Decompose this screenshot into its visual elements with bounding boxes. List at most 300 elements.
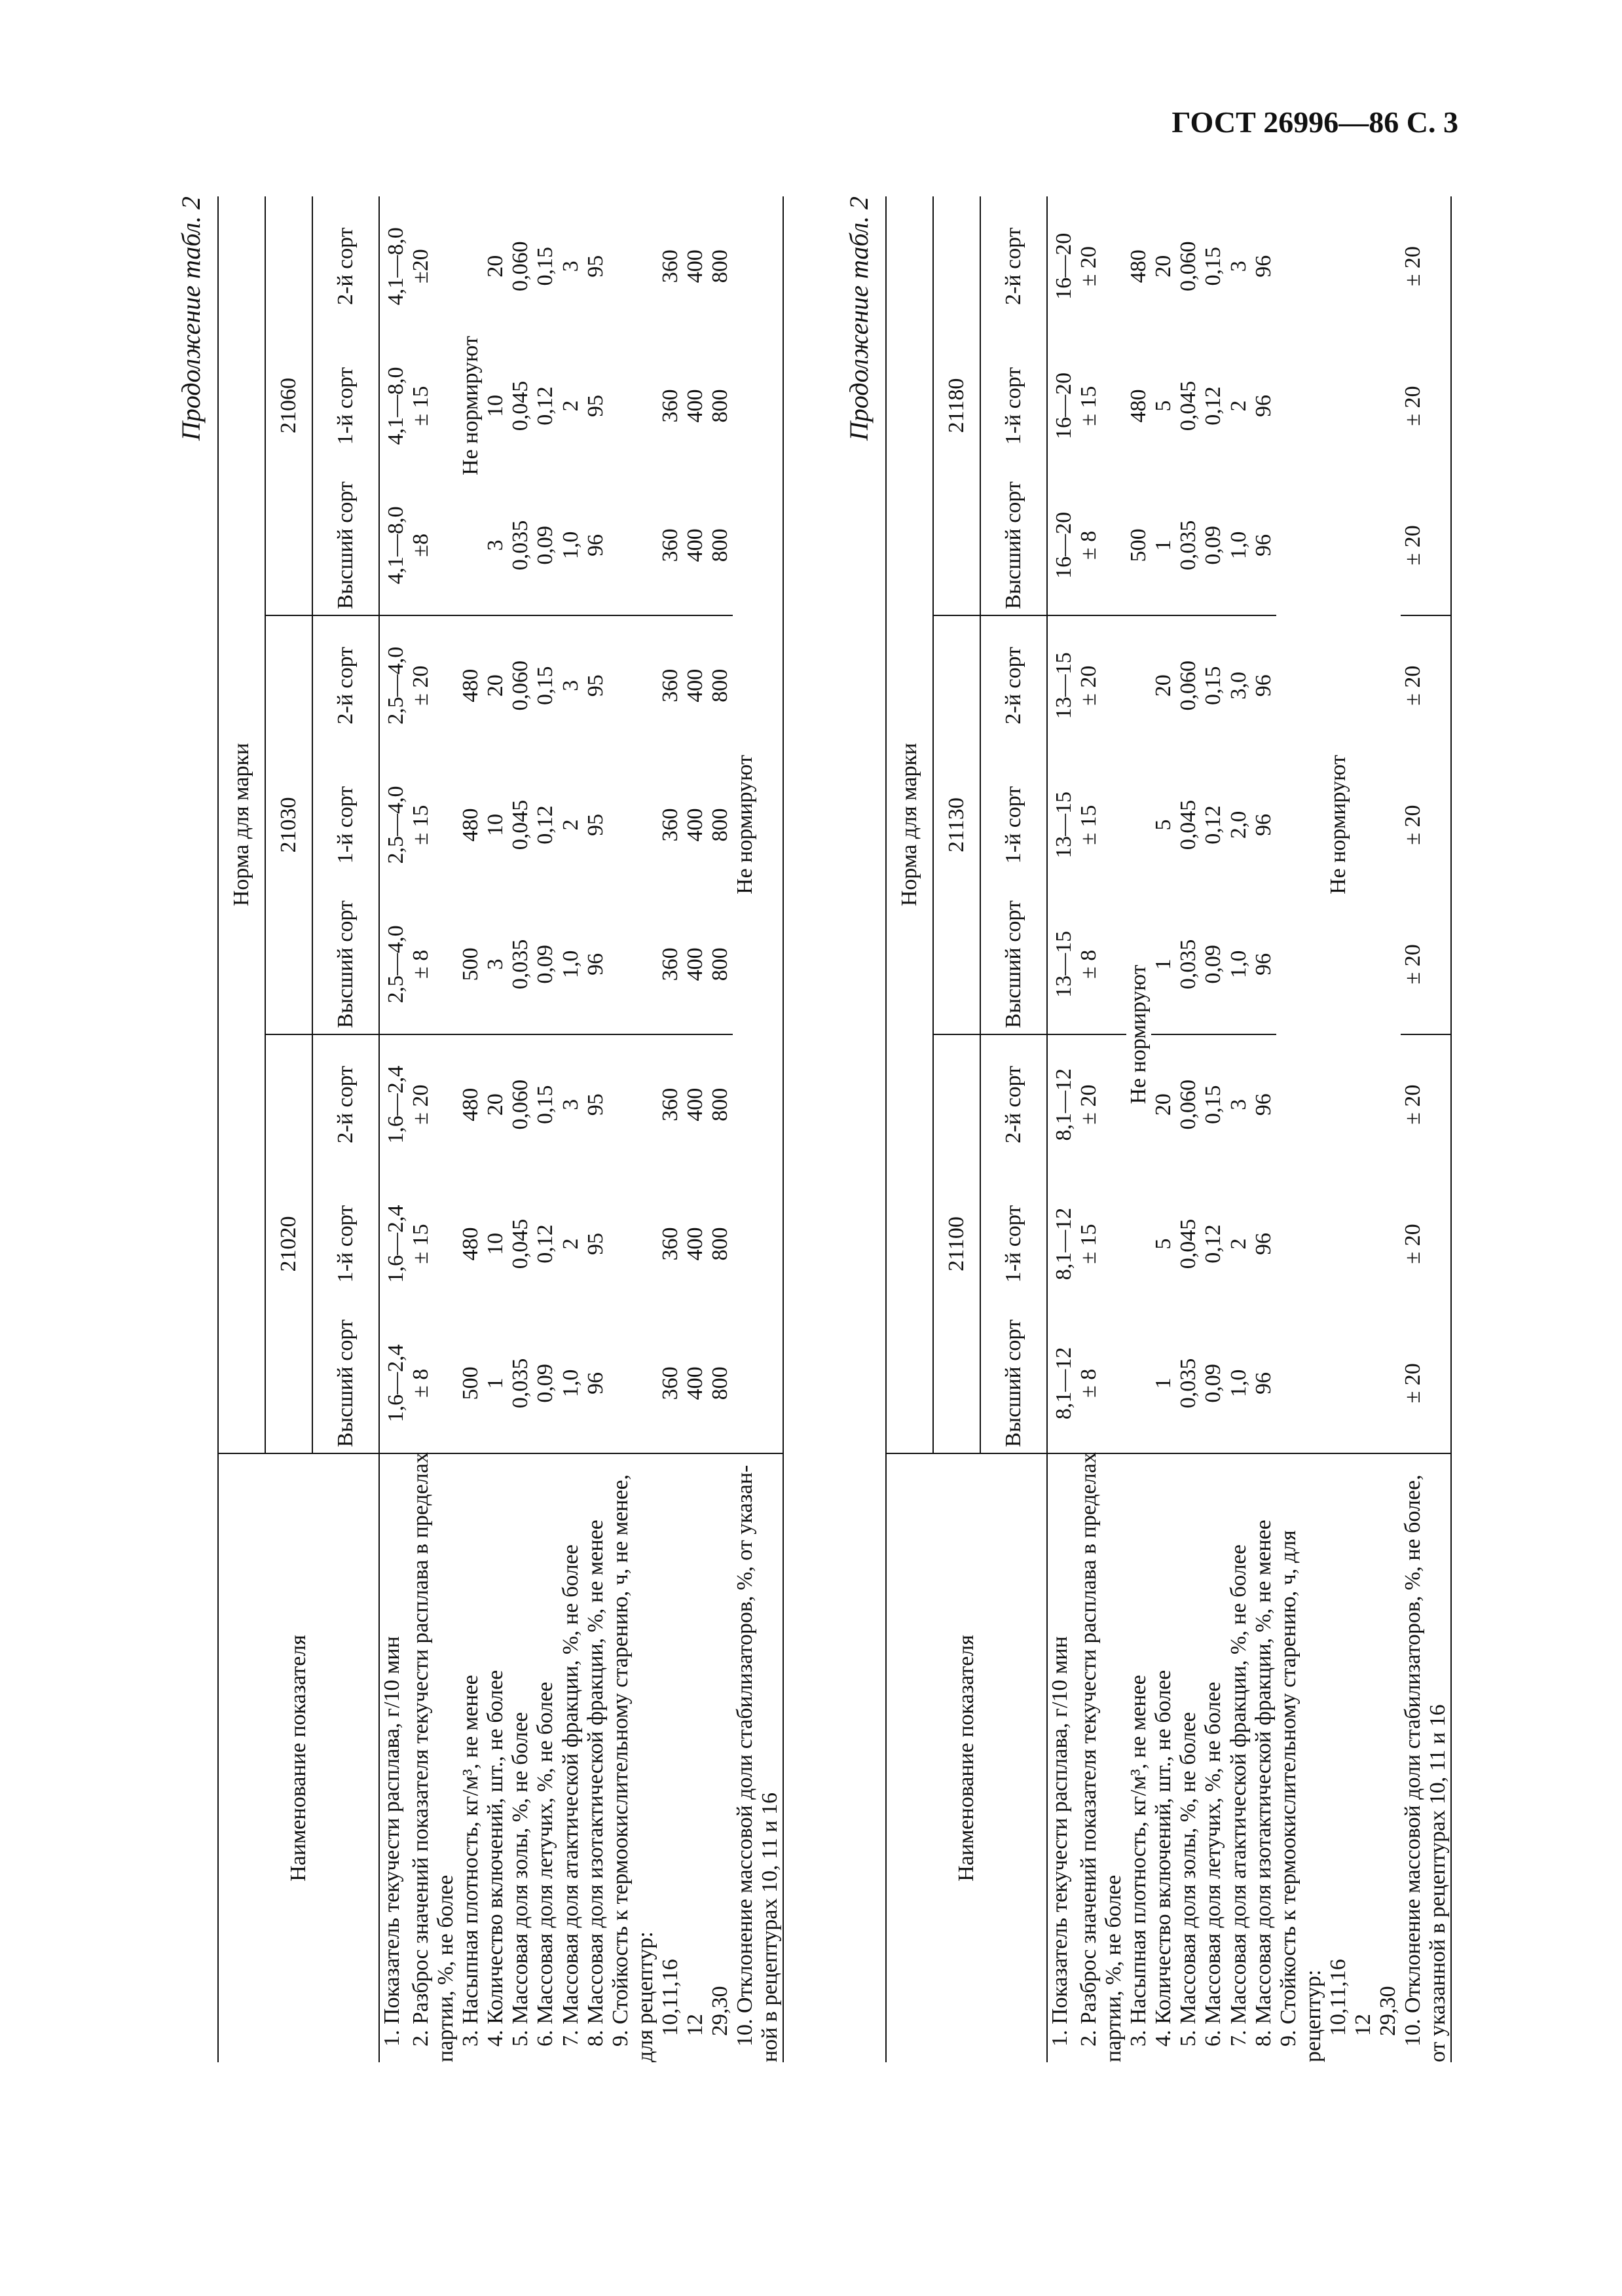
value-text: 0,045 — [508, 1218, 533, 1269]
cell-value — [1401, 755, 1451, 894]
cell-value — [1251, 1174, 1276, 1313]
row-name-line: 4. Количество включений, шт., не более — [483, 1669, 508, 2047]
value-text: 400 — [682, 1227, 707, 1261]
value-text: 400 — [682, 947, 707, 981]
value-text: 1 — [483, 1377, 508, 1389]
table-row — [559, 196, 583, 2062]
value-text: 20 — [1151, 255, 1176, 278]
value-text: 1,0 — [558, 1369, 583, 1398]
cell-value — [1226, 336, 1251, 475]
cell-value — [708, 1034, 733, 1174]
value-text: ± 20 — [1077, 1084, 1101, 1125]
cell-value — [1226, 755, 1251, 894]
value-text: 800 — [708, 389, 733, 423]
cell-value — [379, 196, 409, 336]
cell-value — [458, 1034, 483, 1174]
cell-value — [1077, 196, 1126, 336]
continuation-label: Продолжение табл. 2 — [176, 196, 206, 441]
cell-value — [658, 1034, 683, 1174]
cell-value — [683, 1174, 708, 1313]
cell-value — [1151, 196, 1176, 336]
value-text: 96 — [1251, 395, 1276, 418]
table-row — [683, 196, 708, 2062]
value-text: ± 15 — [409, 1224, 433, 1264]
value-text: 800 — [708, 808, 733, 842]
cell-value — [608, 895, 658, 1034]
row-name — [1126, 1453, 1151, 2062]
cell-value — [458, 895, 483, 1034]
row-name — [1326, 1453, 1351, 2062]
row-name — [1376, 1453, 1401, 2062]
not-normed-label: Не нормируют — [1325, 755, 1350, 894]
cell-value — [559, 196, 583, 336]
row-name-line: 29,30 — [1376, 1986, 1401, 2036]
row-name-line: 2. Разброс значений показателя текучести расплава в пределах — [409, 1452, 433, 2047]
cell-value — [1226, 1034, 1251, 1174]
row-name-line: 12 — [682, 2014, 707, 2036]
table-row — [1251, 196, 1276, 2062]
table-block-1 — [177, 196, 812, 2062]
cell-value — [508, 336, 533, 475]
value-text: 0,045 — [508, 380, 533, 431]
cell-value — [409, 476, 458, 615]
row-name — [1047, 1453, 1077, 2062]
cell-value — [379, 1034, 409, 1174]
grade-header: Высший сорт — [312, 476, 379, 615]
cell-value — [1251, 1314, 1276, 1453]
row-name-line: партии, %, не более — [433, 1874, 458, 2062]
cell-value — [583, 1314, 608, 1453]
cell-value — [1276, 196, 1401, 1453]
value-text: 0,12 — [533, 1224, 558, 1264]
value-text: 96 — [583, 953, 608, 975]
grade-header: Высший сорт — [980, 476, 1047, 615]
cell-value — [658, 196, 683, 336]
cell-value — [533, 1314, 558, 1453]
cell-value — [379, 755, 409, 894]
table-row — [1126, 196, 1151, 2062]
cell-value — [683, 336, 708, 475]
cell-value — [1226, 1174, 1251, 1313]
row-name-line: 6. Массовая доля летучих, %, не более — [1201, 1681, 1226, 2047]
cell-value — [1047, 615, 1077, 755]
value-text: 480 — [458, 1227, 483, 1261]
cell-value — [658, 615, 683, 755]
value-text: 0,045 — [1176, 1218, 1201, 1269]
cell-value — [483, 615, 508, 755]
value-text: 2 — [558, 400, 583, 412]
cell-value — [683, 1034, 708, 1174]
value-text: 400 — [682, 668, 707, 702]
cell-value — [483, 476, 508, 615]
value-text: 0,12 — [1201, 386, 1226, 426]
cell-value — [409, 336, 458, 475]
cell-value — [1176, 196, 1201, 336]
cell-value — [533, 1174, 558, 1313]
cell-value — [1126, 615, 1151, 1453]
value-text: 3 — [1226, 261, 1251, 272]
cell-value — [1251, 476, 1276, 615]
cell-value — [608, 615, 658, 755]
grade-header: Высший сорт — [312, 895, 379, 1034]
cell-value — [508, 755, 533, 894]
value-text: 3,0 — [1226, 671, 1251, 700]
row-name-line: 10,11,16 — [657, 1959, 682, 2036]
cell-value — [1151, 336, 1176, 475]
cell-value — [483, 1314, 508, 1453]
row-name — [1401, 1453, 1451, 2062]
cell-value — [1401, 336, 1451, 475]
row-name-line: 8. Массовая доля изотактической фракции, %, не менее — [1251, 1520, 1276, 2047]
cell-value — [683, 615, 708, 755]
grade-header: Высший сорт — [980, 895, 1047, 1034]
row-name-line: 1. Показатель текучести расплава, г/10 мин — [1048, 1636, 1072, 2047]
value-text: 0,035 — [508, 1358, 533, 1409]
value-text: 95 — [583, 1233, 608, 1256]
value-text: 480 — [458, 808, 483, 842]
value-text: 3 — [483, 539, 508, 551]
row-name — [608, 1453, 658, 2062]
table-row — [1201, 196, 1226, 2062]
value-text: 800 — [708, 947, 733, 981]
row-name — [1077, 1453, 1126, 2062]
value-text: 0,045 — [508, 799, 533, 850]
value-text: 0,09 — [533, 526, 558, 565]
cell-value — [1176, 1034, 1201, 1174]
row-name — [508, 1453, 533, 2062]
value-text: 2 — [558, 819, 583, 831]
row-name-line: 7. Массовая доля атактической фракции, %, не более — [1226, 1544, 1251, 2047]
value-text: 1,6—2,4 — [384, 1205, 408, 1283]
cell-value — [1251, 1034, 1276, 1174]
table-row — [409, 196, 458, 2062]
grade-header: 2-й сорт — [980, 615, 1047, 755]
cell-value — [708, 1174, 733, 1313]
cell-value — [583, 476, 608, 615]
cell-value — [508, 895, 533, 1034]
cell-value — [1126, 336, 1151, 475]
value-text: ± 20 — [409, 665, 433, 706]
value-text: 20 — [483, 674, 508, 697]
value-text: 96 — [583, 534, 608, 556]
cell-value — [608, 1314, 658, 1453]
cell-value — [559, 1314, 583, 1453]
value-text: ± 15 — [1077, 805, 1101, 845]
value-text: 95 — [583, 255, 608, 278]
cell-value — [1401, 1314, 1451, 1453]
cell-value — [508, 476, 533, 615]
value-text: 1,0 — [558, 950, 583, 979]
row-name — [559, 1453, 583, 2062]
value-text: 0,15 — [1201, 1085, 1226, 1124]
cell-value — [708, 615, 733, 755]
value-text: ± 20 — [1401, 665, 1426, 706]
value-text: 3 — [1226, 1099, 1251, 1110]
value-text: 800 — [708, 1366, 733, 1400]
value-text: 0,035 — [1176, 939, 1201, 990]
cell-value — [533, 755, 558, 894]
cell-value — [1126, 476, 1151, 615]
cell-value — [458, 1174, 483, 1313]
value-text: 96 — [1251, 953, 1276, 975]
grade-header: 1-й сорт — [312, 755, 379, 894]
cell-value — [1401, 615, 1451, 755]
grade-header: 1-й сорт — [980, 755, 1047, 894]
row-name-line: рецептур: — [1300, 1969, 1325, 2062]
cell-value — [559, 895, 583, 1034]
cell-value — [1226, 196, 1251, 336]
value-text: 0,15 — [533, 666, 558, 705]
value-text: 4,1—8,0 — [384, 506, 408, 585]
cell-value — [559, 1174, 583, 1313]
grade-header: 1-й сорт — [980, 1174, 1047, 1313]
cell-value — [1077, 615, 1126, 755]
grade-header: 1-й сорт — [312, 1174, 379, 1313]
value-text: 2,0 — [1226, 811, 1251, 839]
norm-header: Норма для марки — [218, 196, 265, 1453]
grade-header: 2-й сорт — [312, 196, 379, 336]
cell-value — [379, 1174, 409, 1313]
value-text: 2 — [558, 1238, 583, 1250]
table-row — [1176, 196, 1201, 2062]
value-text: 360 — [657, 249, 682, 283]
row-name — [1176, 1453, 1201, 2062]
mark-header: 21060 — [265, 196, 312, 615]
grade-header: 1-й сорт — [980, 336, 1047, 475]
cell-value — [583, 755, 608, 894]
cell-value — [1251, 895, 1276, 1034]
value-text: 0,09 — [533, 1364, 558, 1403]
cell-value — [1201, 1314, 1226, 1453]
value-text: 0,09 — [533, 945, 558, 984]
continuation-label: Продолжение табл. 2 — [844, 196, 874, 441]
cell-value — [1077, 1034, 1126, 1174]
value-text: 0,09 — [1201, 945, 1226, 984]
cell-value — [379, 615, 409, 755]
cell-value — [483, 1174, 508, 1313]
cell-value — [1151, 755, 1176, 894]
value-text: 8,1—12 — [1052, 1207, 1076, 1281]
table-row — [1276, 196, 1326, 2062]
value-text: 400 — [682, 249, 707, 283]
cell-value — [1077, 895, 1126, 1034]
cell-value — [1176, 895, 1201, 1034]
row-name-line: 10. Отклонение массовой доли стабилизаторов, %, от указан- — [733, 1465, 758, 2047]
row-name — [483, 1453, 508, 2062]
value-text: 3 — [558, 680, 583, 691]
cell-value — [1077, 1314, 1126, 1453]
value-text: 95 — [583, 814, 608, 837]
row-name — [1201, 1453, 1226, 2062]
row-name-line: 9. Стойкость к термоокислительному старению, ч, не менее, — [608, 1474, 633, 2047]
cell-value — [533, 336, 558, 475]
row-name — [683, 1453, 708, 2062]
cell-value — [733, 196, 783, 1453]
value-text: 95 — [583, 1093, 608, 1116]
value-text: ± 20 — [1077, 665, 1101, 706]
value-text: ± 8 — [1077, 1368, 1101, 1398]
row-name-line: 2. Разброс значений показателя текучести расплава в пределах — [1077, 1452, 1101, 2047]
value-text: ± 20 — [409, 1084, 433, 1125]
value-text: 13—15 — [1052, 930, 1076, 998]
cell-value — [483, 1034, 508, 1174]
row-name — [409, 1453, 458, 2062]
cell-value — [1401, 196, 1451, 336]
table-row — [608, 196, 658, 2062]
grade-header: 2-й сорт — [312, 615, 379, 755]
row-name — [708, 1453, 733, 2062]
value-text: 360 — [657, 389, 682, 423]
row-name-line: 10,11,16 — [1325, 1959, 1350, 2036]
cell-value — [559, 755, 583, 894]
value-text: 96 — [1251, 534, 1276, 556]
table-row — [458, 196, 483, 2062]
cell-value — [409, 196, 458, 336]
cell-value — [658, 336, 683, 475]
value-text: 800 — [708, 1227, 733, 1261]
value-text: 96 — [1251, 1093, 1276, 1116]
value-text: 480 — [458, 668, 483, 702]
col-name-header: Наименование показателя — [886, 1453, 1047, 2062]
value-text: ± 15 — [1077, 386, 1101, 426]
row-name — [379, 1453, 409, 2062]
row-name — [458, 1453, 483, 2062]
cell-value — [1226, 615, 1251, 755]
value-text: 800 — [708, 528, 733, 562]
value-text: 16—20 — [1052, 232, 1076, 300]
value-text: 360 — [657, 808, 682, 842]
value-text: ±20 — [409, 249, 433, 284]
value-text: 1,6—2,4 — [384, 1065, 408, 1144]
value-text: 500 — [458, 947, 483, 981]
row-name-line: партии, %, не более — [1101, 1874, 1126, 2062]
cell-value — [1201, 1174, 1226, 1313]
cell-value — [1201, 1034, 1226, 1174]
data-table-1 — [217, 196, 784, 2062]
value-text: ± 20 — [1401, 246, 1426, 287]
cell-value — [1251, 615, 1276, 755]
cell-value — [1251, 755, 1276, 894]
row-name-line: 6. Массовая доля летучих, %, не более — [533, 1681, 558, 2047]
cell-value — [1201, 336, 1226, 475]
row-name-line: 3. Насыпная плотность, кг/м³, не менее — [1126, 1675, 1151, 2047]
table-block-2 — [845, 196, 1519, 2062]
grade-header: 2-й сорт — [312, 1034, 379, 1174]
mark-header: 21030 — [265, 615, 312, 1034]
row-name — [733, 1453, 783, 2062]
cell-value — [559, 336, 583, 475]
value-text: 0,045 — [1176, 799, 1201, 850]
value-text: ± 8 — [1077, 530, 1101, 560]
row-name-line: ной в рецептурах 10, 11 и 16 — [758, 1793, 783, 2062]
table-row — [1077, 196, 1126, 2062]
value-text: 0,035 — [1176, 520, 1201, 571]
cell-value — [1047, 1034, 1077, 1174]
cell-value — [483, 895, 508, 1034]
value-text: ± 20 — [1401, 386, 1426, 426]
cell-value — [1047, 336, 1077, 475]
value-text: ± 20 — [1401, 805, 1426, 845]
cell-value — [1151, 895, 1176, 1034]
cell-value — [658, 1314, 683, 1453]
cell-value — [533, 1034, 558, 1174]
value-text: 500 — [1126, 528, 1151, 562]
cell-value — [1251, 196, 1276, 336]
table-row — [508, 196, 533, 2062]
value-text: 1,0 — [1226, 1369, 1251, 1398]
row-name — [658, 1453, 683, 2062]
cell-value — [458, 1314, 483, 1453]
value-text: ± 20 — [1077, 246, 1101, 287]
cell-value — [409, 895, 458, 1034]
value-text: ± 20 — [1401, 944, 1426, 985]
value-text: 20 — [483, 255, 508, 278]
value-text: ± 20 — [1401, 525, 1426, 566]
cell-value — [409, 1314, 458, 1453]
value-text: 10 — [483, 395, 508, 418]
cell-value — [483, 336, 508, 475]
value-text: 8,1—12 — [1052, 1347, 1076, 1420]
value-text: 1,0 — [558, 531, 583, 560]
value-text: 1,0 — [1226, 531, 1251, 560]
value-text: 3 — [558, 1099, 583, 1110]
table-row — [658, 196, 683, 2062]
cell-value — [533, 615, 558, 755]
mark-header: 21180 — [933, 196, 980, 615]
cell-value — [1176, 476, 1201, 615]
cell-value — [708, 755, 733, 894]
value-text: 0,15 — [1201, 666, 1226, 705]
table-row — [379, 196, 409, 2062]
value-text: 1 — [1151, 958, 1176, 970]
cell-value — [658, 895, 683, 1034]
cell-value — [409, 1174, 458, 1313]
cell-value — [379, 895, 409, 1034]
cell-value — [559, 476, 583, 615]
cell-value — [1176, 1174, 1201, 1313]
cell-value — [1251, 336, 1276, 475]
value-text: 20 — [1151, 674, 1176, 697]
value-text: 16—20 — [1052, 511, 1076, 579]
cell-value — [483, 755, 508, 894]
value-text: 400 — [682, 389, 707, 423]
mark-header: 21020 — [265, 1034, 312, 1453]
value-text: ± 20 — [1401, 1084, 1426, 1125]
mark-header: 21130 — [933, 615, 980, 1034]
cell-value — [533, 196, 558, 336]
cell-value — [508, 1034, 533, 1174]
row-name-line: 10. Отклонение массовой доли стабилизаторов, %, не более, — [1401, 1474, 1426, 2047]
value-text: 96 — [1251, 255, 1276, 278]
grade-header: 2-й сорт — [980, 196, 1047, 336]
cell-value — [559, 1034, 583, 1174]
cell-value — [1401, 1174, 1451, 1313]
cell-value — [1151, 1034, 1176, 1174]
cell-value — [379, 476, 409, 615]
cell-value — [1126, 196, 1151, 336]
cell-value — [1047, 1174, 1077, 1313]
cell-value — [608, 476, 658, 615]
cell-value — [583, 615, 608, 755]
table-row — [733, 196, 783, 2062]
value-text: 0,060 — [508, 660, 533, 711]
table-row — [1151, 196, 1176, 2062]
value-text: 360 — [657, 528, 682, 562]
value-text: 5 — [1151, 819, 1176, 831]
value-text: 360 — [657, 1087, 682, 1121]
table-row — [708, 196, 733, 2062]
value-text: 0,15 — [533, 246, 558, 286]
